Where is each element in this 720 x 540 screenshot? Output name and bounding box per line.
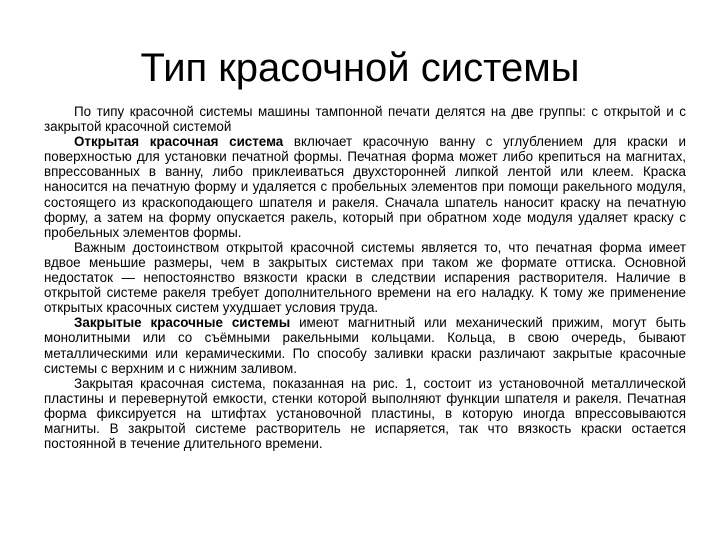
paragraph-closed-figure bbox=[44, 376, 686, 451]
paragraph-open-advantages-text: Важным достоинством открытой красочной системы является то, что печатная форма имеет вдвое меньшие размеры, чем в закрытых системах при таком же формате оттиска. Основной недостаток — непостоянство вязкости краски в следствии испарения растворителя. Наличие в открытой системе ракеля требует дополнительного времени на его наладку. К тому же применение открытых красочных систем ухудшает условия труда. bbox=[44, 239, 686, 316]
paragraph-closed-systems bbox=[44, 315, 686, 375]
paragraph-closed-systems-text: имеют магнитный или механический прижим, могут быть монолитными или со съёмными ракельными кольцами. Кольца, в свою очередь, бывают металлическими или керамическими. По способу заливки краски различают закрытые красочные системы с верхним и с нижним заливом. bbox=[44, 315, 686, 376]
slide-body bbox=[44, 104, 686, 451]
paragraph-intro bbox=[44, 104, 686, 134]
paragraph-open-system bbox=[44, 134, 686, 240]
paragraph-open-system-text: включает красочную ванну с углублением для краски и поверхностью для установки печатной формы. Печатная форма может либо крепиться на магнитах, впрессованных в ванну, либо приклеиваться двухсторонней липкой лентой или клеем. Краска наносится на печатную форму и удаляется с пробельных элементов при помощи ракельного модуля, состоящего из краскоподающего шпателя и ракеля. Сначала шпатель наносит краску на печатную форму, а затем на форму опускается ракель, который при обратном ходе модуля удаляет краску с пробельных элементов формы. bbox=[44, 134, 686, 240]
slide-title: Тип красочной системы bbox=[140, 46, 580, 90]
paragraph-open-advantages bbox=[44, 240, 686, 315]
paragraph-intro-text: По типу красочной системы машины тампонной печати делятся на две группы: с открытой и с закрытой красочной системой bbox=[44, 104, 686, 135]
paragraph-open-system-lead: Открытая красочная система bbox=[74, 134, 284, 150]
paragraph-closed-systems-lead: Закрытые красочные системы bbox=[74, 315, 291, 331]
paragraph-closed-figure-text: Закрытая красочная система, показанная на рис. 1, состоит из установочной металлической пластины и перевернутой емкости, стенки которой выполняют функции шпателя и ракеля. Печатная форма фиксируется на штифтах установочной пластины, в которую иногда впрессовываются магниты. В закрытой системе растворитель не испаряется, так что вязкость краски остается постоянной в течение длительного времени. bbox=[44, 375, 686, 452]
